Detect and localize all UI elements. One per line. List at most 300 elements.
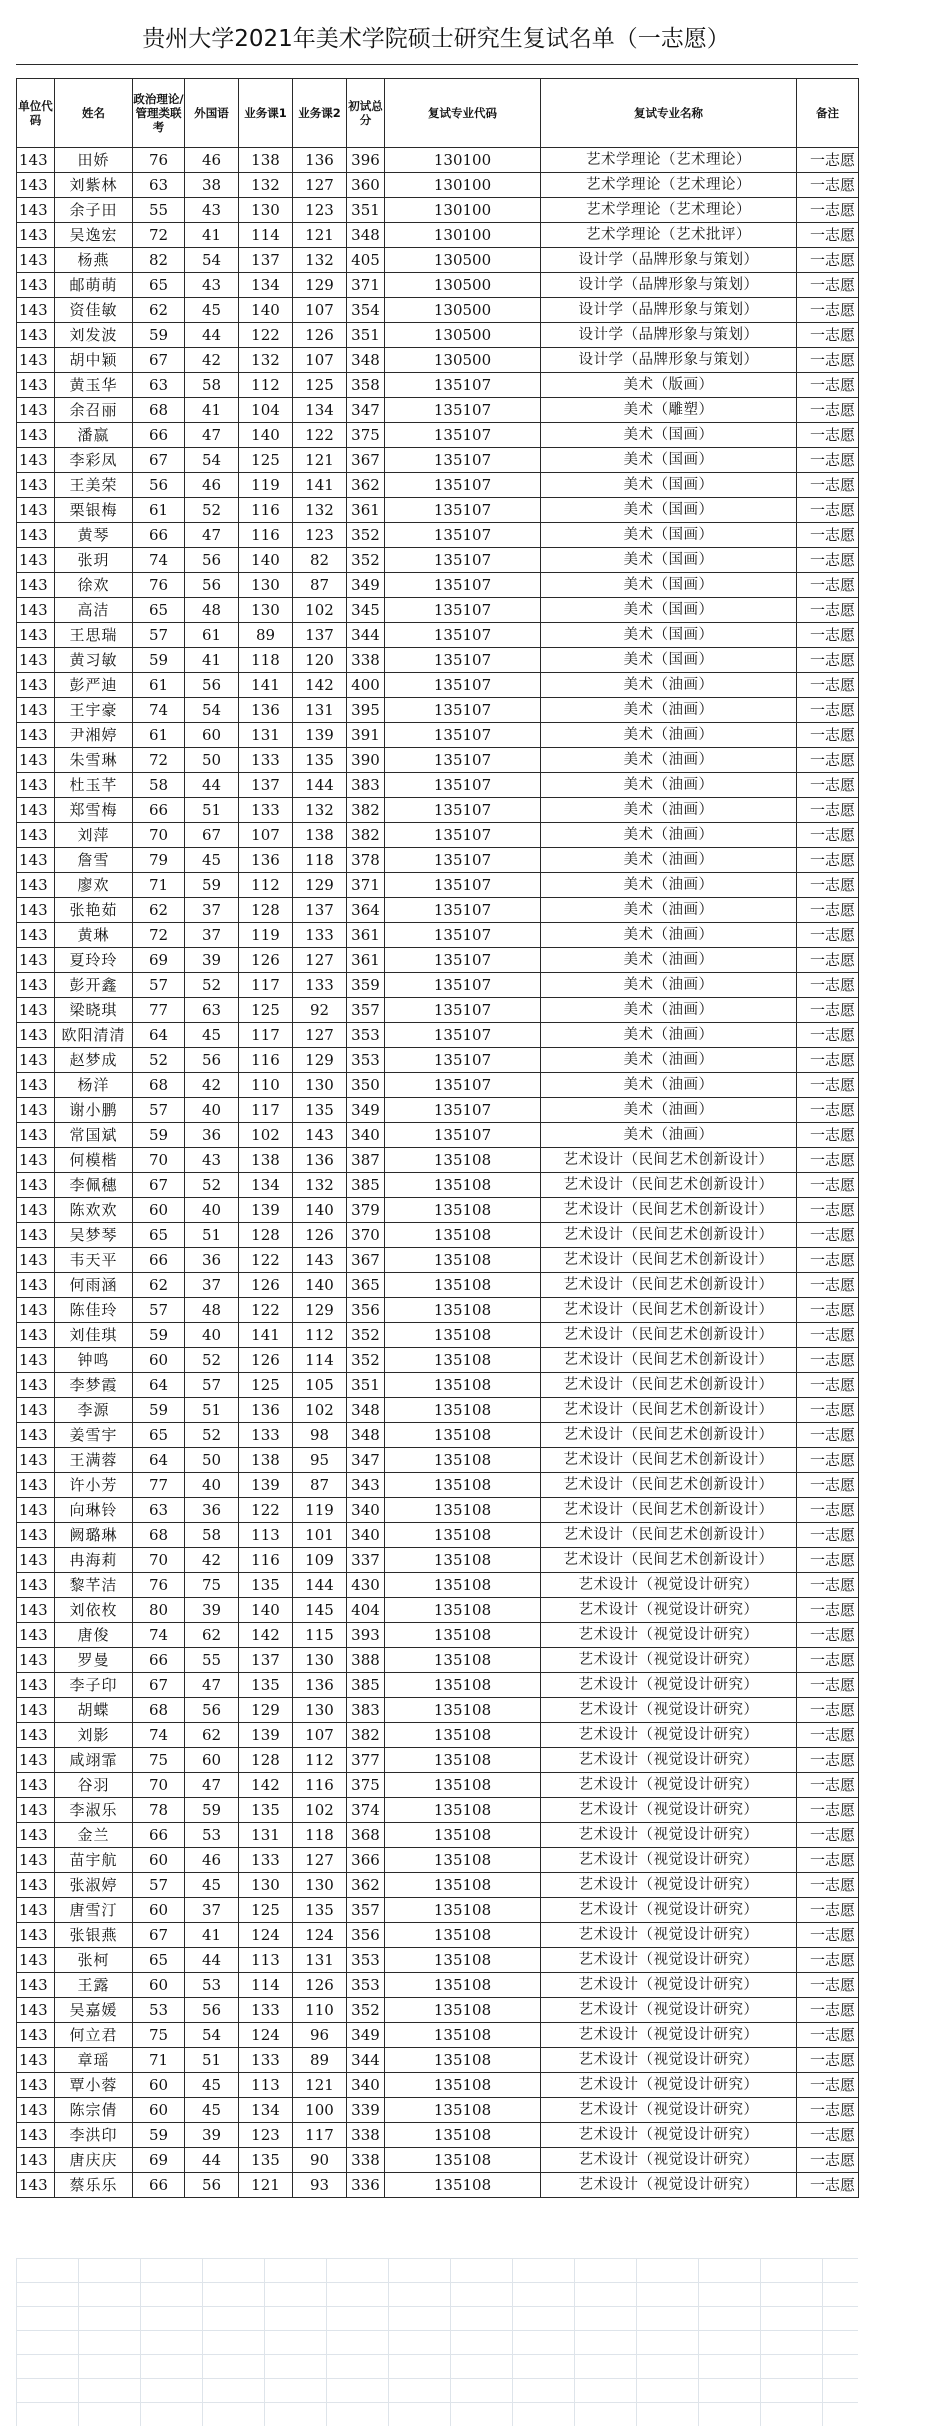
cell-unit-code: 143: [17, 898, 55, 923]
cell-course-1: 110: [239, 1073, 293, 1098]
cell-major-code: 135107: [385, 573, 541, 598]
cell-note: 一志愿: [797, 1773, 859, 1798]
cell-note: 一志愿: [797, 473, 859, 498]
cell-course-1: 114: [239, 223, 293, 248]
cell-note: 一志愿: [797, 398, 859, 423]
cell-note: 一志愿: [797, 573, 859, 598]
table-row: [17, 673, 859, 698]
cell-unit-code: 143: [17, 1773, 55, 1798]
cell-politics: 57: [133, 623, 185, 648]
cell-politics: 59: [133, 2123, 185, 2148]
cell-major-code: 135107: [385, 623, 541, 648]
cell-major-code: 135108: [385, 1973, 541, 1998]
cell-unit-code: 143: [17, 1548, 55, 1573]
table-row: [17, 2048, 859, 2073]
cell-total-score: 336: [347, 2173, 385, 2198]
cell-unit-code: 143: [17, 1273, 55, 1298]
cell-course-2: 112: [293, 1748, 347, 1773]
cell-course-2: 126: [293, 323, 347, 348]
cell-foreign-language: 56: [185, 1998, 239, 2023]
cell-course-2: 134: [293, 398, 347, 423]
cell-course-2: 118: [293, 848, 347, 873]
cell-foreign-language: 37: [185, 923, 239, 948]
cell-foreign-language: 40: [185, 1473, 239, 1498]
cell-major-code: 135108: [385, 1373, 541, 1398]
cell-major-name: 美术（油画）: [541, 898, 797, 923]
cell-total-score: 370: [347, 1223, 385, 1248]
cell-total-score: 349: [347, 2023, 385, 2048]
cell-politics: 66: [133, 2173, 185, 2198]
cell-politics: 63: [133, 373, 185, 398]
table-row: [17, 1848, 859, 1873]
cell-unit-code: 143: [17, 1823, 55, 1848]
cell-course-1: 138: [239, 1448, 293, 1473]
cell-total-score: 371: [347, 273, 385, 298]
cell-major-name: 艺术设计（视觉设计研究）: [541, 2123, 797, 2148]
cell-major-name: 艺术设计（视觉设计研究）: [541, 1898, 797, 1923]
cell-foreign-language: 44: [185, 323, 239, 348]
cell-politics: 74: [133, 698, 185, 723]
cell-note: 一志愿: [797, 348, 859, 373]
cell-course-1: 139: [239, 1473, 293, 1498]
cell-foreign-language: 51: [185, 2048, 239, 2073]
cell-total-score: 360: [347, 173, 385, 198]
table-row: [17, 1973, 859, 1998]
cell-course-1: 131: [239, 723, 293, 748]
cell-course-1: 119: [239, 473, 293, 498]
cell-total-score: 340: [347, 1123, 385, 1148]
cell-major-code: 135108: [385, 1173, 541, 1198]
cell-note: 一志愿: [797, 873, 859, 898]
cell-course-1: 140: [239, 423, 293, 448]
cell-name: 冉海莉: [55, 1548, 133, 1573]
cell-course-1: 137: [239, 773, 293, 798]
cell-name: 张淑婷: [55, 1873, 133, 1898]
cell-course-1: 126: [239, 1273, 293, 1298]
cell-unit-code: 143: [17, 698, 55, 723]
cell-politics: 70: [133, 1148, 185, 1173]
cell-politics: 66: [133, 1648, 185, 1673]
table-row: [17, 1898, 859, 1923]
cell-course-1: 116: [239, 1548, 293, 1573]
cell-politics: 75: [133, 2023, 185, 2048]
cell-politics: 60: [133, 1848, 185, 1873]
table-row: [17, 148, 859, 173]
cell-note: 一志愿: [797, 823, 859, 848]
cell-total-score: 338: [347, 2123, 385, 2148]
cell-course-2: 136: [293, 148, 347, 173]
cell-major-code: 135108: [385, 1873, 541, 1898]
cell-total-score: 361: [347, 923, 385, 948]
cell-course-1: 125: [239, 1373, 293, 1398]
cell-course-2: 114: [293, 1348, 347, 1373]
cell-total-score: 430: [347, 1573, 385, 1598]
cell-note: 一志愿: [797, 1073, 859, 1098]
cell-name: 李梦霞: [55, 1373, 133, 1398]
cell-course-1: 139: [239, 1198, 293, 1223]
cell-foreign-language: 37: [185, 1898, 239, 1923]
cell-major-code: 135107: [385, 548, 541, 573]
table-row: [17, 1073, 859, 1098]
cell-course-1: 104: [239, 398, 293, 423]
cell-course-1: 137: [239, 248, 293, 273]
cell-unit-code: 143: [17, 198, 55, 223]
cell-major-code: 135107: [385, 473, 541, 498]
cell-politics: 60: [133, 1898, 185, 1923]
cell-note: 一志愿: [797, 973, 859, 998]
cell-politics: 66: [133, 423, 185, 448]
header-course-1: 业务课1: [239, 79, 293, 148]
cell-foreign-language: 56: [185, 2173, 239, 2198]
cell-name: 尹湘婷: [55, 723, 133, 748]
cell-foreign-language: 43: [185, 198, 239, 223]
cell-major-code: 135107: [385, 723, 541, 748]
cell-name: 杜玉芊: [55, 773, 133, 798]
cell-politics: 52: [133, 1048, 185, 1073]
cell-major-name: 艺术设计（民间艺术创新设计）: [541, 1523, 797, 1548]
cell-politics: 61: [133, 673, 185, 698]
cell-politics: 72: [133, 748, 185, 773]
cell-major-code: 135108: [385, 1298, 541, 1323]
cell-unit-code: 143: [17, 1873, 55, 1898]
cell-politics: 67: [133, 348, 185, 373]
cell-major-code: 135108: [385, 1848, 541, 1873]
cell-total-score: 390: [347, 748, 385, 773]
cell-politics: 66: [133, 523, 185, 548]
cell-note: 一志愿: [797, 273, 859, 298]
cell-total-score: 382: [347, 798, 385, 823]
cell-total-score: 349: [347, 1098, 385, 1123]
cell-course-1: 130: [239, 573, 293, 598]
cell-foreign-language: 62: [185, 1623, 239, 1648]
cell-course-2: 125: [293, 373, 347, 398]
cell-note: 一志愿: [797, 1348, 859, 1373]
cell-note: 一志愿: [797, 1923, 859, 1948]
cell-unit-code: 143: [17, 1673, 55, 1698]
cell-unit-code: 143: [17, 598, 55, 623]
cell-politics: 59: [133, 1323, 185, 1348]
cell-course-2: 121: [293, 2073, 347, 2098]
cell-politics: 72: [133, 923, 185, 948]
cell-total-score: 340: [347, 1523, 385, 1548]
cell-note: 一志愿: [797, 1823, 859, 1848]
cell-foreign-language: 43: [185, 273, 239, 298]
cell-course-2: 95: [293, 1448, 347, 1473]
cell-politics: 67: [133, 1673, 185, 1698]
cell-total-score: 385: [347, 1173, 385, 1198]
cell-total-score: 404: [347, 1598, 385, 1623]
cell-name: 蔡乐乐: [55, 2173, 133, 2198]
cell-major-code: 135108: [385, 1823, 541, 1848]
title-divider: [16, 64, 858, 79]
cell-politics: 60: [133, 2073, 185, 2098]
header-name: 姓名: [55, 79, 133, 148]
table-row: [17, 2073, 859, 2098]
cell-major-code: 135107: [385, 823, 541, 848]
cell-note: 一志愿: [797, 1523, 859, 1548]
cell-name: 罗曼: [55, 1648, 133, 1673]
cell-note: 一志愿: [797, 723, 859, 748]
cell-major-code: 130100: [385, 148, 541, 173]
cell-total-score: 351: [347, 323, 385, 348]
cell-note: 一志愿: [797, 1223, 859, 1248]
cell-course-2: 124: [293, 1923, 347, 1948]
cell-unit-code: 143: [17, 373, 55, 398]
cell-foreign-language: 44: [185, 2148, 239, 2173]
cell-course-2: 109: [293, 1548, 347, 1573]
cell-name: 刘萍: [55, 823, 133, 848]
cell-course-2: 129: [293, 1048, 347, 1073]
cell-politics: 76: [133, 573, 185, 598]
table-row: [17, 748, 859, 773]
cell-unit-code: 143: [17, 423, 55, 448]
cell-foreign-language: 36: [185, 1248, 239, 1273]
cell-note: 一志愿: [797, 523, 859, 548]
cell-total-score: 347: [347, 398, 385, 423]
cell-total-score: 353: [347, 1973, 385, 1998]
cell-unit-code: 143: [17, 1748, 55, 1773]
cell-total-score: 387: [347, 1148, 385, 1173]
cell-politics: 65: [133, 598, 185, 623]
cell-name: 何雨涵: [55, 1273, 133, 1298]
cell-course-2: 132: [293, 798, 347, 823]
cell-course-2: 145: [293, 1598, 347, 1623]
cell-major-name: 艺术设计（视觉设计研究）: [541, 1748, 797, 1773]
page-title: 贵州大学2021年美术学院硕士研究生复试名单（一志愿）: [142, 26, 730, 52]
cell-politics: 76: [133, 148, 185, 173]
cell-note: 一志愿: [797, 1898, 859, 1923]
cell-course-1: 133: [239, 798, 293, 823]
cell-course-1: 116: [239, 1048, 293, 1073]
cell-foreign-language: 37: [185, 1273, 239, 1298]
cell-politics: 71: [133, 2048, 185, 2073]
cell-note: 一志愿: [797, 1998, 859, 2023]
cell-name: 黄琴: [55, 523, 133, 548]
cell-total-score: 361: [347, 498, 385, 523]
cell-course-2: 135: [293, 1898, 347, 1923]
table-row: [17, 1573, 859, 1598]
cell-major-code: 135108: [385, 1398, 541, 1423]
cell-major-name: 美术（国画）: [541, 448, 797, 473]
cell-total-score: 377: [347, 1748, 385, 1773]
cell-major-name: 美术（国画）: [541, 423, 797, 448]
cell-politics: 69: [133, 948, 185, 973]
table-row: [17, 2098, 859, 2123]
cell-course-1: 138: [239, 148, 293, 173]
cell-name: 常国斌: [55, 1123, 133, 1148]
header-major-name: 复试专业名称: [541, 79, 797, 148]
cell-politics: 77: [133, 1473, 185, 1498]
cell-major-name: 艺术设计（视觉设计研究）: [541, 1648, 797, 1673]
cell-major-name: 艺术设计（民间艺术创新设计）: [541, 1173, 797, 1198]
cell-major-code: 135108: [385, 1148, 541, 1173]
cell-name: 黎芊洁: [55, 1573, 133, 1598]
table-row: [17, 1198, 859, 1223]
cell-note: 一志愿: [797, 1573, 859, 1598]
cell-total-score: 366: [347, 1848, 385, 1873]
table-row: [17, 1723, 859, 1748]
cell-politics: 64: [133, 1448, 185, 1473]
cell-foreign-language: 39: [185, 2123, 239, 2148]
cell-note: 一志愿: [797, 448, 859, 473]
cell-name: 刘紫林: [55, 173, 133, 198]
cell-course-1: 113: [239, 2073, 293, 2098]
cell-course-2: 122: [293, 423, 347, 448]
cell-major-code: 130100: [385, 173, 541, 198]
cell-note: 一志愿: [797, 1648, 859, 1673]
cell-major-code: 135107: [385, 773, 541, 798]
cell-foreign-language: 46: [185, 1848, 239, 1873]
cell-politics: 70: [133, 1773, 185, 1798]
cell-course-2: 140: [293, 1198, 347, 1223]
cell-foreign-language: 75: [185, 1573, 239, 1598]
cell-major-code: 135108: [385, 1248, 541, 1273]
cell-course-2: 132: [293, 248, 347, 273]
cell-name: 苗宇航: [55, 1848, 133, 1873]
cell-politics: 68: [133, 1698, 185, 1723]
cell-course-2: 141: [293, 473, 347, 498]
cell-name: 栗银梅: [55, 498, 133, 523]
table-row: [17, 1748, 859, 1773]
cell-note: 一志愿: [797, 298, 859, 323]
cell-name: 王满蓉: [55, 1448, 133, 1473]
cell-note: 一志愿: [797, 1723, 859, 1748]
header-foreign-language: 外国语: [185, 79, 239, 148]
cell-foreign-language: 52: [185, 973, 239, 998]
cell-unit-code: 143: [17, 473, 55, 498]
cell-unit-code: 143: [17, 848, 55, 873]
cell-total-score: 351: [347, 1373, 385, 1398]
cell-note: 一志愿: [797, 1198, 859, 1223]
cell-foreign-language: 45: [185, 2073, 239, 2098]
cell-course-1: 130: [239, 598, 293, 623]
cell-note: 一志愿: [797, 173, 859, 198]
cell-unit-code: 143: [17, 323, 55, 348]
table-row: [17, 823, 859, 848]
table-row: [17, 198, 859, 223]
table-row: [17, 1698, 859, 1723]
table-row: [17, 1798, 859, 1823]
cell-name: 吴梦琴: [55, 1223, 133, 1248]
cell-unit-code: 143: [17, 298, 55, 323]
cell-note: 一志愿: [797, 1798, 859, 1823]
cell-major-name: 艺术设计（民间艺术创新设计）: [541, 1448, 797, 1473]
cell-course-2: 87: [293, 1473, 347, 1498]
cell-course-2: 110: [293, 1998, 347, 2023]
cell-total-score: 400: [347, 673, 385, 698]
cell-politics: 55: [133, 198, 185, 223]
cell-politics: 80: [133, 1598, 185, 1623]
cell-course-2: 82: [293, 548, 347, 573]
cell-note: 一志愿: [797, 1273, 859, 1298]
cell-course-1: 137: [239, 1648, 293, 1673]
cell-course-2: 118: [293, 1823, 347, 1848]
table-row: [17, 1623, 859, 1648]
cell-major-code: 135107: [385, 898, 541, 923]
cell-course-1: 134: [239, 1173, 293, 1198]
cell-major-code: 135107: [385, 798, 541, 823]
cell-major-code: 135108: [385, 1273, 541, 1298]
cell-course-1: 142: [239, 1773, 293, 1798]
cell-name: 刘发波: [55, 323, 133, 348]
cell-name: 黄玉华: [55, 373, 133, 398]
table-row: [17, 223, 859, 248]
cell-name: 王宇豪: [55, 698, 133, 723]
table-row: [17, 273, 859, 298]
cell-course-1: 112: [239, 373, 293, 398]
cell-major-name: 美术（油画）: [541, 1123, 797, 1148]
cell-foreign-language: 53: [185, 1973, 239, 1998]
cell-total-score: 353: [347, 1023, 385, 1048]
cell-total-score: 396: [347, 148, 385, 173]
cell-unit-code: 143: [17, 548, 55, 573]
cell-course-2: 132: [293, 1173, 347, 1198]
cell-politics: 57: [133, 1873, 185, 1898]
cell-foreign-language: 57: [185, 1373, 239, 1398]
cell-major-name: 美术（油画）: [541, 748, 797, 773]
cell-unit-code: 143: [17, 1573, 55, 1598]
cell-course-1: 117: [239, 973, 293, 998]
cell-unit-code: 143: [17, 1173, 55, 1198]
header-course-2: 业务课2: [293, 79, 347, 148]
cell-major-name: 艺术设计（视觉设计研究）: [541, 1723, 797, 1748]
cell-note: 一志愿: [797, 1048, 859, 1073]
cell-politics: 57: [133, 973, 185, 998]
cell-foreign-language: 39: [185, 948, 239, 973]
table-row: [17, 923, 859, 948]
cell-name: 徐欢: [55, 573, 133, 598]
cell-note: 一志愿: [797, 1873, 859, 1898]
cell-major-code: 135108: [385, 1773, 541, 1798]
cell-total-score: 382: [347, 823, 385, 848]
cell-course-1: 121: [239, 2173, 293, 2198]
cell-course-1: 116: [239, 523, 293, 548]
cell-unit-code: 143: [17, 1998, 55, 2023]
cell-course-1: 117: [239, 1098, 293, 1123]
cell-course-2: 140: [293, 1273, 347, 1298]
table-header: [17, 79, 859, 148]
cell-total-score: 348: [347, 223, 385, 248]
cell-course-2: 136: [293, 1148, 347, 1173]
cell-foreign-language: 47: [185, 523, 239, 548]
cell-course-1: 116: [239, 498, 293, 523]
cell-major-code: 130500: [385, 273, 541, 298]
cell-course-1: 142: [239, 1623, 293, 1648]
cell-course-2: 129: [293, 273, 347, 298]
cell-note: 一志愿: [797, 698, 859, 723]
cell-course-2: 117: [293, 2123, 347, 2148]
cell-major-code: 135108: [385, 1798, 541, 1823]
cell-unit-code: 143: [17, 398, 55, 423]
cell-major-code: 130100: [385, 198, 541, 223]
cell-major-code: 135108: [385, 2098, 541, 2123]
cell-major-code: 135108: [385, 1323, 541, 1348]
cell-course-2: 102: [293, 1398, 347, 1423]
cell-foreign-language: 60: [185, 723, 239, 748]
cell-name: 向琳铃: [55, 1498, 133, 1523]
cell-note: 一志愿: [797, 223, 859, 248]
cell-course-2: 130: [293, 1698, 347, 1723]
cell-course-2: 123: [293, 523, 347, 548]
cell-major-name: 美术（油画）: [541, 1073, 797, 1098]
cell-politics: 70: [133, 823, 185, 848]
cell-foreign-language: 54: [185, 248, 239, 273]
cell-foreign-language: 50: [185, 748, 239, 773]
cell-course-1: 117: [239, 1023, 293, 1048]
cell-note: 一志愿: [797, 2023, 859, 2048]
cell-major-name: 美术（油画）: [541, 723, 797, 748]
cell-foreign-language: 52: [185, 498, 239, 523]
